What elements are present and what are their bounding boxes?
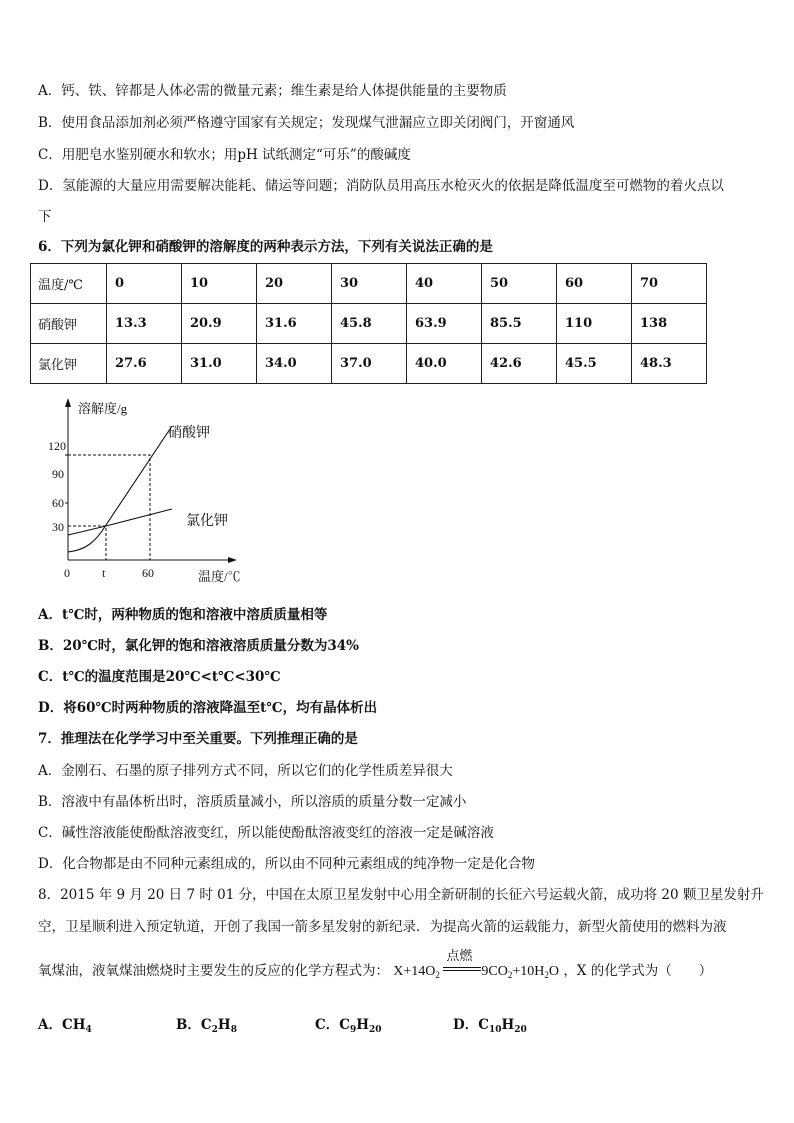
- y-tick-label: 120: [48, 439, 66, 453]
- table-cell: 31.6: [257, 304, 332, 344]
- q7-option-b: B．溶液中有晶体析出时，溶质质量减小，所以溶质的质量分数一定减小: [38, 794, 467, 810]
- q8-stem-line2: 空，卫星顺利进入预定轨道，开创了我国一箭多星发射的新纪录．为提高火箭的运载能力，新型火箭使用的燃料为液: [38, 919, 727, 935]
- table-cell: 30: [332, 264, 407, 304]
- solubility-chart: [30, 395, 255, 590]
- table-row: [31, 344, 707, 384]
- reaction-arrow: [443, 947, 481, 979]
- y-tick-label: 60: [52, 496, 64, 510]
- q5-option-d-line2: 下: [38, 209, 52, 225]
- table-cell: 60: [557, 264, 632, 304]
- y-axis-arrow: [65, 398, 71, 407]
- table-cell: 31.0: [182, 344, 257, 384]
- eq-right1-sub: 2: [507, 970, 513, 980]
- eq-right2: +10H: [512, 964, 545, 979]
- eq-left-sub: 2: [435, 970, 440, 980]
- table-cell: 硝酸钾: [31, 304, 107, 344]
- q6-stem: 6．下列为氯化钾和硝酸钾的溶解度的两种表示方法，下列有关说法正确的是: [38, 239, 493, 255]
- table-cell: 48.3: [632, 344, 707, 384]
- q8-option-c: C．$C_9H_{20}$: [315, 1017, 382, 1035]
- q6-option-b: B．20℃时，氯化钾的饱和溶液溶质质量分数为34%: [38, 638, 359, 654]
- kcl-curve: [68, 509, 172, 535]
- chemical-equation: [393, 947, 560, 984]
- guide-60c: [68, 455, 150, 560]
- table-cell: 138: [632, 304, 707, 344]
- q8-stem-line3-post: ，X 的化学式为（ ）: [563, 963, 713, 979]
- table-cell: 0: [107, 264, 182, 304]
- series-label-kno3: 硝酸钾: [168, 426, 210, 441]
- table-cell: 50: [482, 264, 557, 304]
- series-label-kcl: 氯化钾: [186, 514, 228, 529]
- table-cell: 45.5: [557, 344, 632, 384]
- table-cell: 34.0: [257, 344, 332, 384]
- q5-option-c: C．用肥皂水鉴别硬水和软水；用pH 试纸测定“可乐”的酸碱度: [38, 147, 411, 163]
- kno3-curve: [68, 426, 172, 552]
- q8-option-d: D．$C_{10}H_{20}$: [453, 1017, 527, 1035]
- q8-option-b: B．$C_2H_8$: [176, 1017, 237, 1035]
- table-cell: 37.0: [332, 344, 407, 384]
- table-row: [31, 304, 707, 344]
- x-axis-arrow: [228, 557, 237, 563]
- q6-option-a: A．t℃时，两种物质的饱和溶液中溶质质量相等: [38, 607, 328, 623]
- table-cell: 10: [182, 264, 257, 304]
- table-cell: 20: [257, 264, 332, 304]
- x-axis-label: 温度/℃: [198, 569, 241, 584]
- eq-left: X+14O: [393, 964, 436, 979]
- x-tick-label: t: [102, 566, 106, 580]
- q7-stem: 7．推理法在化学学习中至关重要。下列推理正确的是: [38, 731, 358, 747]
- y-tick-label: 30: [52, 520, 64, 534]
- q6-option-d: D．将60℃时两种物质的溶液降温至t℃，均有晶体析出: [38, 700, 378, 716]
- table-cell: 氯化钾: [31, 344, 107, 384]
- eq-right2-end: O: [548, 964, 560, 979]
- x-tick-label: 60: [142, 566, 154, 580]
- q6-option-c: C．t℃的温度范围是20℃<t℃<30℃: [38, 669, 281, 685]
- table-cell: 20.9: [182, 304, 257, 344]
- table-cell: 13.3: [107, 304, 182, 344]
- q7-option-d: D．化合物都是由不同种元素组成的，所以由不同种元素组成的纯净物一定是化合物: [38, 856, 535, 872]
- table-cell: 110: [557, 304, 632, 344]
- guide-t: [68, 526, 106, 560]
- table-cell: 40.0: [407, 344, 482, 384]
- eq-right1: 9CO: [481, 964, 508, 979]
- table-cell: 85.5: [482, 304, 557, 344]
- q8-option-a: A．$CH_4$: [38, 1017, 92, 1035]
- q7-option-c: C．碱性溶液能使酚酞溶液变红，所以能使酚酞溶液变红的溶液一定是碱溶液: [38, 825, 494, 841]
- q7-option-a: A．金刚石、石墨的原子排列方式不同，所以它们的化学性质差异很大: [38, 763, 453, 779]
- q5-option-d-line1: D．氢能源的大量应用需要解决能耗、储运等问题；消防队员用高压水枪灭火的依据是降低温度至可燃物的着火点以: [38, 178, 724, 194]
- solubility-table: [30, 263, 707, 384]
- q8-stem-line3-pre: 氧煤油，液氧煤油燃烧时主要发生的反应的化学方程式为：: [38, 963, 389, 979]
- table-cell: 70: [632, 264, 707, 304]
- reaction-condition: 点燃: [446, 947, 473, 963]
- x-tick-label: 0: [64, 566, 70, 580]
- q8-stem-line3: [38, 947, 713, 984]
- table-cell: 45.8: [332, 304, 407, 344]
- table-header-row: [31, 264, 707, 304]
- table-cell: 温度/℃: [31, 264, 107, 304]
- y-axis-label: 溶解度/g: [78, 401, 128, 416]
- eq-right2-sub: 2: [544, 970, 549, 980]
- table-cell: 63.9: [407, 304, 482, 344]
- table-cell: 42.6: [482, 344, 557, 384]
- y-tick-label: 90: [52, 467, 64, 481]
- q8-stem-line1: 8．2015 年 9 月 20 日 7 时 01 分，中国在太原卫星发射中心用全新研制的长征六号运载火箭，成功将 20 颗卫星发射升: [38, 887, 764, 903]
- table-cell: 40: [407, 264, 482, 304]
- q5-option-a: A．钙、铁、锌都是人体必需的微量元素；维生素是给人体提供能量的主要物质: [38, 83, 507, 99]
- q5-option-b: B．使用食品添加剂必须严格遵守国家有关规定；发现煤气泄漏应立即关闭阀门，开窗通风: [38, 115, 575, 131]
- table-cell: 27.6: [107, 344, 182, 384]
